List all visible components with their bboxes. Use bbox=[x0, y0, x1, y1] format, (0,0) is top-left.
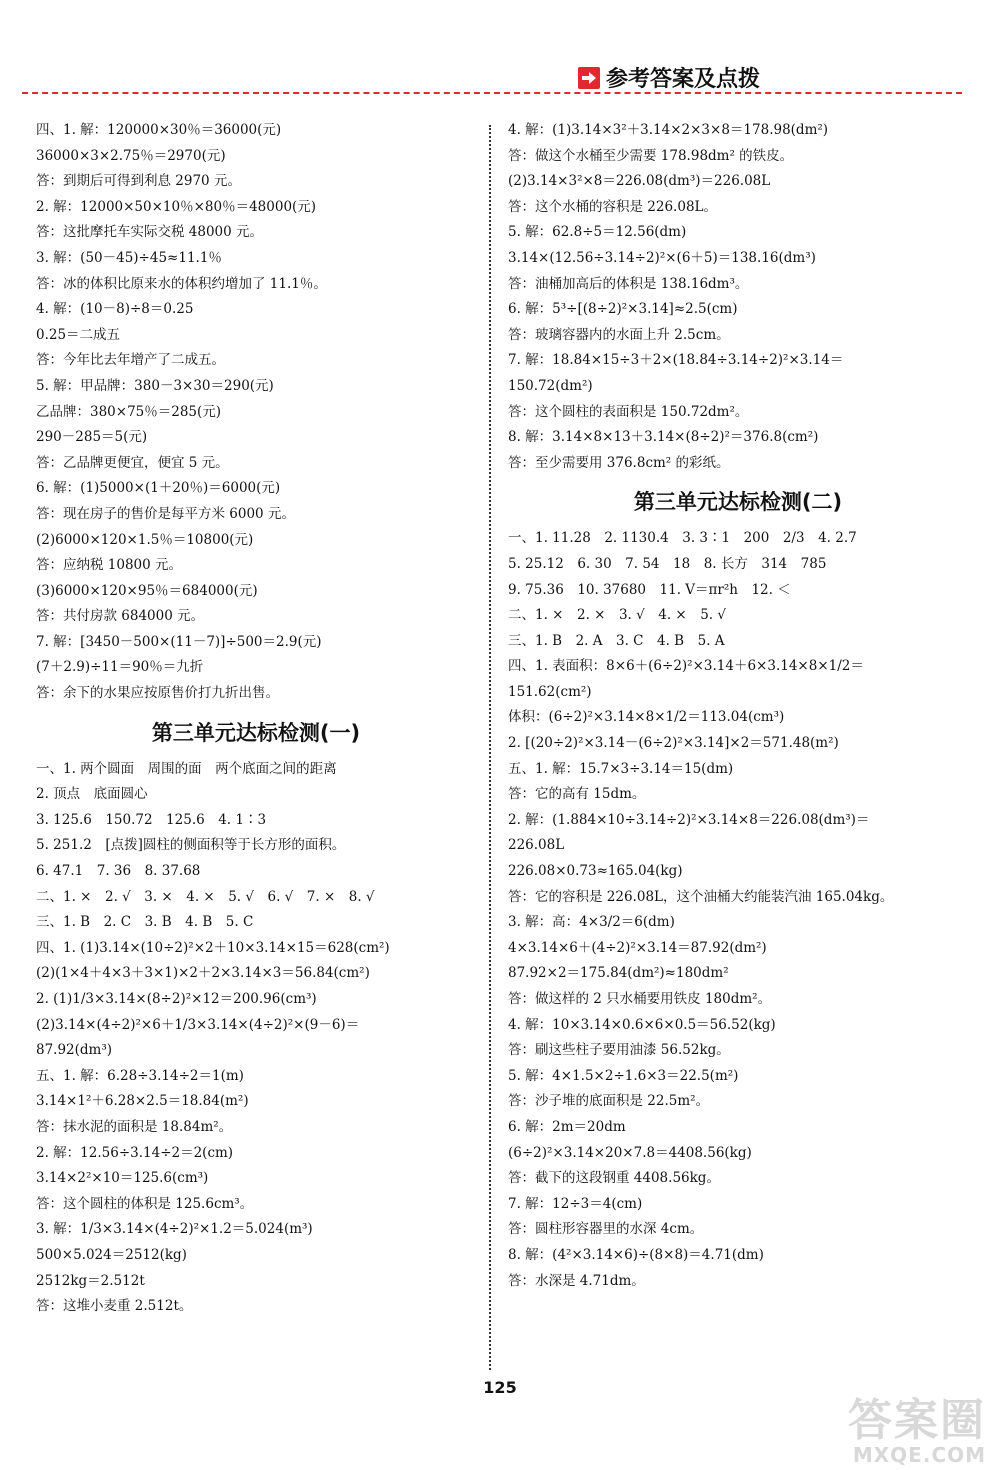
answer-line: 答：到期后可得到利息 2970 元。 bbox=[36, 173, 241, 190]
answer-line: 答：它的高有 15dm。 bbox=[508, 786, 646, 803]
watermark-logo bbox=[848, 1395, 986, 1467]
header-title bbox=[578, 62, 760, 93]
unit3-test1-answers bbox=[36, 757, 476, 1320]
answer-line: 答：今年比去年增产了二成五。 bbox=[36, 352, 225, 369]
answer-line: 2. 解：(1.884×10÷3.14÷2)²×3.14×8＝226.08(dm³)＝ bbox=[508, 811, 870, 828]
answer-line: 4×3.14×6＋(4÷2)²×3.14＝87.92(dm²) bbox=[508, 939, 767, 956]
answer-line: (2)3.14×3²×8＝226.08(dm³)＝226.08L bbox=[508, 173, 771, 190]
answer-line: 6. 47.1 7. 36 8. 37.68 bbox=[36, 863, 201, 880]
answer-line: 答：这个圆柱的表面积是 150.72dm²。 bbox=[508, 403, 749, 420]
answer-line: 答：刷这些柱子要用油漆 56.52kg。 bbox=[508, 1042, 730, 1059]
answer-line: 2. (1)1/3×3.14×(8÷2)²×12＝200.96(cm³) bbox=[36, 991, 317, 1007]
answer-line: 36000×3×2.75％＝2970(元) bbox=[36, 147, 226, 164]
answer-line: 2512kg＝2.512t bbox=[36, 1272, 145, 1289]
answer-line: 三、1. B 2. C 3. B 4. B 5. C bbox=[36, 914, 254, 931]
answer-line: 8. 解：3.14×8×13＋3.14×(8÷2)²＝376.8(cm²) bbox=[508, 429, 819, 446]
answer-line: (3)6000×120×95％＝684000(元) bbox=[36, 582, 258, 599]
answer-line: 4. 解：(10－8)÷8＝0.25 bbox=[36, 301, 194, 318]
answer-line: 3. 解：(50－45)÷45≈11.1％ bbox=[36, 249, 222, 266]
answer-line: 3.14×2²×10＝125.6(cm³) bbox=[36, 1170, 209, 1187]
answer-line: 2. 解：12000×50×10％×80％＝48000(元) bbox=[36, 198, 317, 215]
answer-line: 答：它的容积是 226.08L，这个油桶大约能装汽油 165.04kg。 bbox=[508, 888, 894, 905]
page-header bbox=[0, 0, 1000, 100]
answer-line: 答：玻璃容器内的水面上升 2.5cm。 bbox=[508, 326, 730, 343]
answer-line: 3. 125.6 150.72 125.6 4. 1∶3 bbox=[36, 811, 267, 828]
section-title-unit3-test1: 第三单元达标检测(一) bbox=[151, 720, 361, 745]
answer-line: 226.08L bbox=[508, 837, 565, 854]
answer-line: 一、1. 两个圆面 周围的面 两个底面之间的距离 bbox=[36, 760, 337, 777]
answer-line: 151.62(cm²) bbox=[508, 683, 592, 700]
answer-line: 五、1. 解：15.7×3÷3.14＝15(dm) bbox=[508, 760, 734, 777]
header-title-text: 参考答案及点拨 bbox=[606, 67, 761, 92]
answer-line: 226.08×0.73≈165.04(kg) bbox=[508, 863, 683, 880]
answer-line: 5. 解：甲品牌：380－3×30＝290(元) bbox=[36, 377, 274, 394]
answer-line: 五、1. 解：6.28÷3.14÷2＝1(m) bbox=[36, 1067, 244, 1084]
answer-line: 答：这个水桶的容积是 226.08L。 bbox=[508, 198, 717, 215]
answer-line: 7. 解：[3450－500×(11－7)]÷500＝2.9(元) bbox=[36, 633, 322, 650]
answer-line: 四、1. (1)3.14×(10÷2)²×2＋10×3.14×15＝628(cm²) bbox=[36, 939, 390, 956]
watermark-text: 答案圈 bbox=[848, 1395, 986, 1446]
answer-line: 3.14×(12.56÷3.14÷2)²×(6＋5)＝138.16(dm³) bbox=[508, 249, 816, 266]
answer-line: 7. 解：12÷3＝4(cm) bbox=[508, 1195, 643, 1212]
answer-line: 4. 解：10×3.14×0.6×6×0.5＝56.52(kg) bbox=[508, 1016, 776, 1033]
answer-line: 7. 解：18.84×15÷3＋2×(18.84÷3.14÷2)²×3.14＝ bbox=[508, 352, 844, 369]
answer-line: 答：乙品牌更便宜，便宜 5 元。 bbox=[36, 454, 229, 471]
answer-line: 4. 解：(1)3.14×3²＋3.14×2×3×8＝178.98(dm²) bbox=[508, 122, 829, 138]
answer-line: 2. [(20÷2)²×3.14－(6÷2)²×3.14]×2＝571.48(m²) bbox=[508, 735, 839, 752]
answer-line: 2. 顶点 底面圆心 bbox=[36, 786, 148, 803]
answer-line: 四、1. 解：120000×30％＝36000(元) bbox=[36, 122, 282, 138]
answer-line: 5. 251.2 [点拨]圆柱的侧面积等于长方形的面积。 bbox=[36, 837, 346, 854]
answer-line: 5. 解：4×1.5×2÷1.6×3＝22.5(m²) bbox=[508, 1067, 739, 1084]
answer-line: 答：冰的体积比原来水的体积约增加了 11.1％。 bbox=[36, 275, 327, 292]
answer-line: 8. 解：(4²×3.14×6)÷(8×8)＝4.71(dm) bbox=[508, 1246, 764, 1263]
answer-line: 3. 解：高：4×3/2＝6(dm) bbox=[508, 914, 675, 931]
answer-line: 体积：(6÷2)²×3.14×8×1/2＝113.04(cm³) bbox=[508, 709, 785, 726]
answer-line: 290－285＝5(元) bbox=[36, 429, 148, 446]
answer-line: 答：水深是 4.71dm。 bbox=[508, 1272, 645, 1289]
arrow-right-icon bbox=[578, 67, 600, 89]
answer-line: 答：余下的水果应按原售价打九折出售。 bbox=[36, 685, 279, 702]
answer-line: 答：圆柱形容器里的水深 4cm。 bbox=[508, 1221, 704, 1238]
answer-line: 2. 解：12.56÷3.14÷2＝2(cm) bbox=[36, 1144, 234, 1161]
answer-line: 二、1. × 2. √ 3. × 4. × 5. √ 6. √ 7. × 8. √ bbox=[36, 888, 375, 905]
answer-line: 答：现在房子的售价是每平方米 6000 元。 bbox=[36, 505, 295, 522]
answer-line: 答：截下的这段钢重 4408.56kg。 bbox=[508, 1170, 720, 1187]
answer-line: 500×5.024＝2512(kg) bbox=[36, 1246, 187, 1263]
answer-line: 6. 解：2m＝20dm bbox=[508, 1118, 626, 1135]
answer-line: 5. 25.12 6. 30 7. 54 18 8. 长方 314 785 bbox=[508, 555, 827, 572]
answer-line: 答：抹水泥的面积是 18.84m²。 bbox=[36, 1118, 233, 1135]
answer-line: 9. 75.36 10. 37680 11. V＝πr²h 12. ＜ bbox=[508, 581, 791, 598]
answer-line: 三、1. B 2. A 3. C 4. B 5. A bbox=[508, 632, 725, 649]
answer-line: 答：至少需要用 376.8cm² 的彩纸。 bbox=[508, 454, 730, 471]
answer-line: 87.92×2＝175.84(dm²)≈180dm² bbox=[508, 965, 729, 982]
answer-line: 答：共付房款 684000 元。 bbox=[36, 608, 205, 625]
watermark-url: MXQE.COM bbox=[852, 1443, 986, 1467]
answer-line: (2)6000×120×1.5％＝10800(元) bbox=[36, 531, 254, 548]
answer-line: 0.25＝二成五 bbox=[36, 326, 121, 343]
answer-line: 二、1. × 2. × 3. √ 4. × 5. √ bbox=[508, 607, 726, 624]
answer-line: (7＋2.9)÷11＝90％＝九折 bbox=[36, 659, 204, 676]
answer-line: 一、1. 11.28 2. 1130.4 3. 3∶1 200 2/3 4. 2.7 bbox=[508, 530, 857, 547]
header-divider bbox=[22, 92, 962, 94]
answer-line: 答：这个圆柱的体积是 125.6cm³。 bbox=[36, 1195, 254, 1212]
answer-line: 乙品牌：380×75％＝285(元) bbox=[36, 403, 222, 420]
section-title-unit3-test2: 第三单元达标检测(二) bbox=[633, 490, 843, 515]
answer-line: 答：油桶加高后的体积是 138.16dm³。 bbox=[508, 275, 749, 292]
answer-line: (2)(1×4＋4×3＋3×1)×2＋2×3.14×3＝56.84(cm²) bbox=[36, 965, 370, 982]
left-column bbox=[36, 118, 476, 1320]
answer-line: 答：这堆小麦重 2.512t。 bbox=[36, 1298, 193, 1315]
answer-line: 6. 解：5³÷[(8÷2)²×3.14]≈2.5(cm) bbox=[508, 301, 738, 318]
answer-line: (6÷2)²×3.14×20×7.8＝4408.56(kg) bbox=[508, 1144, 752, 1161]
answer-line: 3.14×1²＋6.28×2.5＝18.84(m²) bbox=[36, 1093, 249, 1110]
answer-line: (2)3.14×(4÷2)²×6＋1/3×3.14×(4÷2)²×(9－6)＝ bbox=[36, 1016, 360, 1033]
right-answers-block bbox=[508, 118, 968, 476]
answer-line: 四、1. 表面积：8×6＋(6÷2)²×3.14＋6×3.14×8×1/2＝ bbox=[508, 658, 864, 675]
answer-line: 87.92(dm³) bbox=[36, 1042, 113, 1059]
answer-line: 答：这批摩托车实际交税 48000 元。 bbox=[36, 224, 264, 241]
unit3-test2-answers bbox=[508, 526, 968, 1294]
right-column bbox=[508, 118, 968, 1294]
page-number: 125 bbox=[483, 1378, 517, 1397]
answer-line: 150.72(dm²) bbox=[508, 377, 593, 394]
answer-line: 6. 解：(1)5000×(1＋20％)＝6000(元) bbox=[36, 480, 281, 497]
answer-line: 答：应纳税 10800 元。 bbox=[36, 557, 183, 574]
column-divider bbox=[489, 125, 491, 1370]
answer-line: 3. 解：1/3×3.14×(4÷2)²×1.2＝5.024(m³) bbox=[36, 1221, 313, 1238]
answer-line: 答：做这样的 2 只水桶要用铁皮 180dm²。 bbox=[508, 991, 772, 1007]
left-answers-block bbox=[36, 118, 476, 707]
answer-line: 答：沙子堆的底面积是 22.5m²。 bbox=[508, 1093, 710, 1110]
answer-line: 5. 解：62.8÷5＝12.56(dm) bbox=[508, 224, 687, 241]
answer-line: 答：做这个水桶至少需要 178.98dm² 的铁皮。 bbox=[508, 147, 794, 164]
